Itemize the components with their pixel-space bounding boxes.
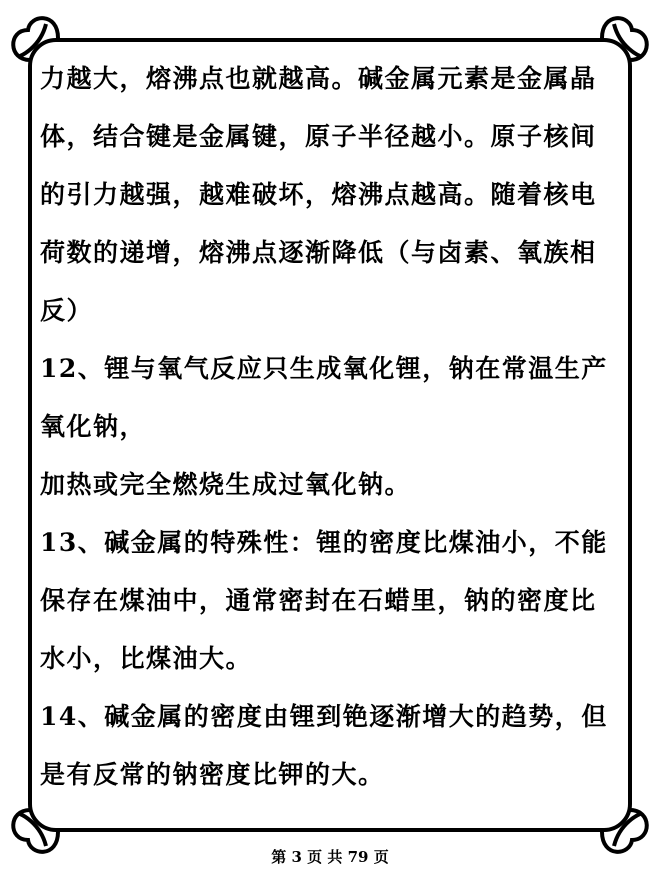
text-line: 荷数的递增，熔沸点逐渐降低（与卤素、氧族相 (40, 238, 597, 267)
document-body (40, 50, 624, 804)
text-line: 力越大，熔沸点也就越高。碱金属元素是金属晶 (40, 64, 597, 93)
text-line: 水小，比煤油大。 (40, 644, 253, 673)
text-line: 的引力越强，越难破坏，熔沸点越高。随着核电 (40, 180, 597, 209)
text-line: 保存在煤油中，通常密封在石蜡里，钠的密度比 (40, 586, 597, 615)
text-line: 反） (40, 296, 94, 325)
text-line: 是有反常的钠密度比钾的大。 (40, 760, 385, 789)
text-line: 14、碱金属的密度由锂到铯逐渐增大的趋势，但 (40, 702, 608, 731)
page-footer: 第 3 页 共 79 页 (271, 848, 389, 866)
text-line: 加热或完全燃烧生成过氧化钠。 (40, 470, 412, 499)
text-line: 氧化钠， (40, 412, 147, 441)
text-line: 12、锂与氧气反应只生成氧化锂，钠在常温生产 (40, 354, 608, 383)
text-line: 13、碱金属的特殊性：锂的密度比煤油小，不能 (40, 528, 608, 557)
text-line: 体，结合键是金属键，原子半径越小。原子核间 (40, 122, 597, 151)
